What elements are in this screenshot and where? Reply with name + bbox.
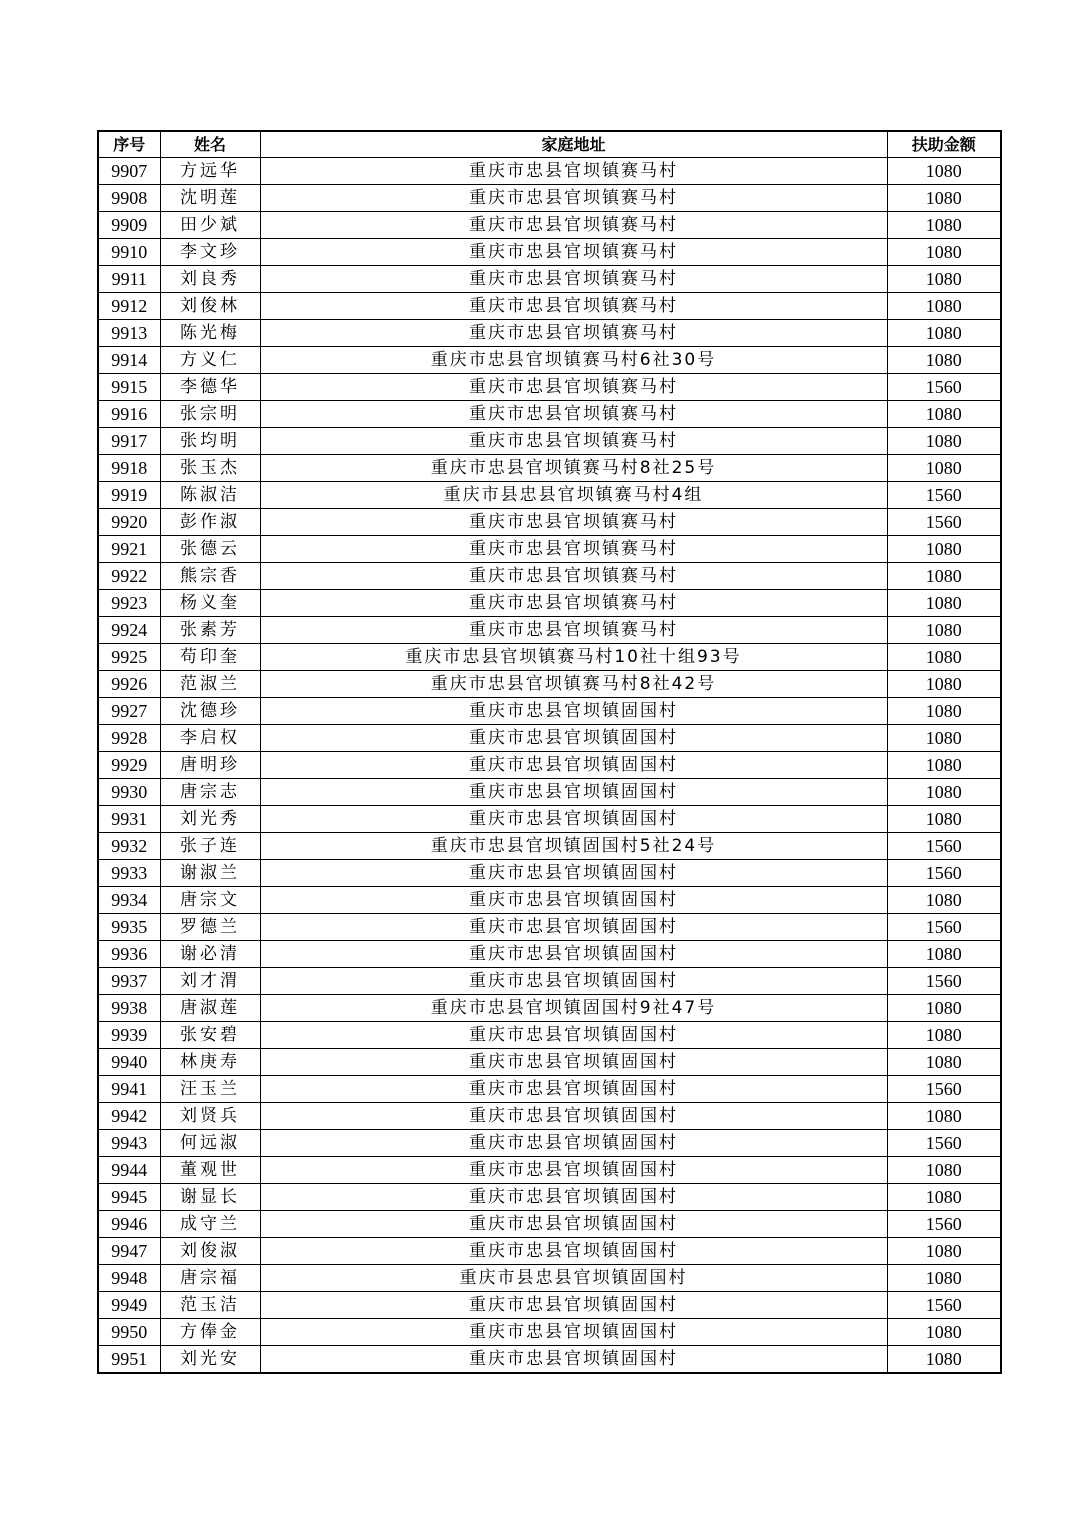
row-amount-cell: 1080	[887, 1319, 1001, 1346]
table-row	[98, 1076, 1001, 1103]
table-row	[98, 1049, 1001, 1076]
row-number-cell: 9925	[98, 644, 160, 671]
row-number-cell: 9915	[98, 374, 160, 401]
row-name-cell: 方远华	[160, 158, 260, 185]
table-row	[98, 1157, 1001, 1184]
row-address-cell: 重庆市忠县官坝镇固国村	[260, 941, 887, 968]
table-header-row	[98, 131, 1001, 158]
row-amount-cell: 1080	[887, 590, 1001, 617]
table-row	[98, 293, 1001, 320]
row-amount-cell: 1080	[887, 266, 1001, 293]
row-address-cell: 重庆市忠县官坝镇固国村9社47号	[260, 995, 887, 1022]
row-number-cell: 9910	[98, 239, 160, 266]
row-address-cell: 重庆市忠县官坝镇固国村	[260, 1292, 887, 1319]
row-number-cell: 9920	[98, 509, 160, 536]
row-name-cell: 方俸金	[160, 1319, 260, 1346]
row-amount-cell: 1560	[887, 1292, 1001, 1319]
row-name-cell: 何远淑	[160, 1130, 260, 1157]
row-number-cell: 9912	[98, 293, 160, 320]
row-name-cell: 熊宗香	[160, 563, 260, 590]
row-address-cell: 重庆市忠县官坝镇赛马村10社十组93号	[260, 644, 887, 671]
row-address-cell: 重庆市忠县官坝镇固国村	[260, 698, 887, 725]
row-address-cell: 重庆市忠县官坝镇赛马村	[260, 158, 887, 185]
table-row	[98, 1346, 1001, 1374]
row-address-cell: 重庆市忠县官坝镇固国村	[260, 968, 887, 995]
row-number-cell: 9921	[98, 536, 160, 563]
table-row	[98, 941, 1001, 968]
row-number-cell: 9927	[98, 698, 160, 725]
table-row	[98, 212, 1001, 239]
row-name-cell: 张素芳	[160, 617, 260, 644]
row-amount-cell: 1080	[887, 941, 1001, 968]
row-address-cell: 重庆市忠县官坝镇固国村	[260, 914, 887, 941]
row-address-cell: 重庆市忠县官坝镇固国村	[260, 806, 887, 833]
row-number-cell: 9950	[98, 1319, 160, 1346]
row-number-cell: 9923	[98, 590, 160, 617]
row-name-cell: 唐淑莲	[160, 995, 260, 1022]
table-row	[98, 428, 1001, 455]
row-amount-cell: 1080	[887, 1022, 1001, 1049]
row-address-cell: 重庆市忠县官坝镇固国村	[260, 1319, 887, 1346]
row-number-cell: 9929	[98, 752, 160, 779]
table-row	[98, 1022, 1001, 1049]
row-amount-cell: 1080	[887, 428, 1001, 455]
row-address-cell: 重庆市忠县官坝镇固国村	[260, 725, 887, 752]
row-amount-cell: 1080	[887, 617, 1001, 644]
row-amount-cell: 1080	[887, 995, 1001, 1022]
row-address-cell: 重庆市忠县官坝镇赛马村	[260, 509, 887, 536]
row-number-cell: 9945	[98, 1184, 160, 1211]
row-name-cell: 谢淑兰	[160, 860, 260, 887]
row-number-cell: 9922	[98, 563, 160, 590]
row-address-cell: 重庆市忠县官坝镇固国村	[260, 1049, 887, 1076]
row-amount-cell: 1080	[887, 752, 1001, 779]
row-address-cell: 重庆市忠县官坝镇赛马村	[260, 239, 887, 266]
table-row	[98, 1103, 1001, 1130]
row-name-cell: 范淑兰	[160, 671, 260, 698]
row-name-cell: 刘贤兵	[160, 1103, 260, 1130]
row-name-cell: 田少斌	[160, 212, 260, 239]
row-number-cell: 9943	[98, 1130, 160, 1157]
row-amount-cell: 1080	[887, 239, 1001, 266]
table-row	[98, 320, 1001, 347]
table-row	[98, 401, 1001, 428]
row-name-cell: 谢必清	[160, 941, 260, 968]
header-amount: 扶助金额	[887, 131, 1001, 158]
header-address: 家庭地址	[260, 131, 887, 158]
row-number-cell: 9941	[98, 1076, 160, 1103]
row-name-cell: 刘良秀	[160, 266, 260, 293]
table-row	[98, 482, 1001, 509]
row-number-cell: 9939	[98, 1022, 160, 1049]
row-amount-cell: 1080	[887, 455, 1001, 482]
table-row	[98, 671, 1001, 698]
row-address-cell: 重庆市县忠县官坝镇固国村	[260, 1265, 887, 1292]
table-row	[98, 644, 1001, 671]
table-row	[98, 158, 1001, 185]
row-name-cell: 罗德兰	[160, 914, 260, 941]
row-amount-cell: 1080	[887, 563, 1001, 590]
row-name-cell: 刘才渭	[160, 968, 260, 995]
row-address-cell: 重庆市忠县官坝镇固国村	[260, 1346, 887, 1374]
row-amount-cell: 1080	[887, 779, 1001, 806]
row-number-cell: 9934	[98, 887, 160, 914]
table-row	[98, 1265, 1001, 1292]
row-address-cell: 重庆市忠县官坝镇固国村	[260, 1022, 887, 1049]
row-address-cell: 重庆市忠县官坝镇赛马村	[260, 617, 887, 644]
table-row	[98, 1319, 1001, 1346]
row-amount-cell: 1080	[887, 644, 1001, 671]
table-row	[98, 779, 1001, 806]
table-row	[98, 752, 1001, 779]
row-address-cell: 重庆市忠县官坝镇赛马村	[260, 185, 887, 212]
row-number-cell: 9919	[98, 482, 160, 509]
row-name-cell: 张子连	[160, 833, 260, 860]
row-name-cell: 李德华	[160, 374, 260, 401]
row-number-cell: 9917	[98, 428, 160, 455]
row-name-cell: 陈淑洁	[160, 482, 260, 509]
row-number-cell: 9949	[98, 1292, 160, 1319]
row-address-cell: 重庆市忠县官坝镇赛马村	[260, 266, 887, 293]
table-row	[98, 536, 1001, 563]
row-name-cell: 沈明莲	[160, 185, 260, 212]
row-amount-cell: 1560	[887, 482, 1001, 509]
row-number-cell: 9932	[98, 833, 160, 860]
table-row	[98, 239, 1001, 266]
row-number-cell: 9907	[98, 158, 160, 185]
row-number-cell: 9942	[98, 1103, 160, 1130]
row-address-cell: 重庆市忠县官坝镇赛马村	[260, 374, 887, 401]
row-name-cell: 刘俊淑	[160, 1238, 260, 1265]
row-name-cell: 张玉杰	[160, 455, 260, 482]
row-name-cell: 刘俊林	[160, 293, 260, 320]
row-amount-cell: 1080	[887, 1103, 1001, 1130]
table-row	[98, 617, 1001, 644]
row-amount-cell: 1560	[887, 1130, 1001, 1157]
row-amount-cell: 1560	[887, 509, 1001, 536]
row-amount-cell: 1560	[887, 1076, 1001, 1103]
row-name-cell: 董观世	[160, 1157, 260, 1184]
table-row	[98, 1238, 1001, 1265]
row-name-cell: 成守兰	[160, 1211, 260, 1238]
row-address-cell: 重庆市忠县官坝镇赛马村	[260, 428, 887, 455]
row-name-cell: 张安碧	[160, 1022, 260, 1049]
table-row	[98, 860, 1001, 887]
beneficiary-table	[97, 130, 1002, 1374]
row-number-cell: 9928	[98, 725, 160, 752]
row-address-cell: 重庆市忠县官坝镇固国村	[260, 1238, 887, 1265]
table-row	[98, 1292, 1001, 1319]
row-address-cell: 重庆市忠县官坝镇固国村	[260, 1103, 887, 1130]
row-name-cell: 杨义奎	[160, 590, 260, 617]
table-row	[98, 887, 1001, 914]
row-amount-cell: 1080	[887, 320, 1001, 347]
row-amount-cell: 1080	[887, 347, 1001, 374]
table-row	[98, 347, 1001, 374]
row-amount-cell: 1080	[887, 1157, 1001, 1184]
table-row	[98, 806, 1001, 833]
table-body	[98, 158, 1001, 1374]
row-address-cell: 重庆市忠县官坝镇固国村	[260, 1130, 887, 1157]
table-row	[98, 509, 1001, 536]
row-address-cell: 重庆市忠县官坝镇赛马村	[260, 212, 887, 239]
row-amount-cell: 1080	[887, 1184, 1001, 1211]
row-amount-cell: 1560	[887, 860, 1001, 887]
row-address-cell: 重庆市忠县官坝镇赛马村	[260, 401, 887, 428]
row-number-cell: 9947	[98, 1238, 160, 1265]
row-amount-cell: 1560	[887, 914, 1001, 941]
row-name-cell: 张均明	[160, 428, 260, 455]
row-address-cell: 重庆市忠县官坝镇赛马村	[260, 293, 887, 320]
table-row	[98, 266, 1001, 293]
row-number-cell: 9951	[98, 1346, 160, 1374]
header-name: 姓名	[160, 131, 260, 158]
row-address-cell: 重庆市忠县官坝镇固国村	[260, 1157, 887, 1184]
row-number-cell: 9937	[98, 968, 160, 995]
row-address-cell: 重庆市忠县官坝镇赛马村6社30号	[260, 347, 887, 374]
row-amount-cell: 1080	[887, 536, 1001, 563]
row-number-cell: 9909	[98, 212, 160, 239]
row-amount-cell: 1080	[887, 212, 1001, 239]
row-amount-cell: 1080	[887, 1346, 1001, 1374]
row-number-cell: 9933	[98, 860, 160, 887]
row-address-cell: 重庆市忠县官坝镇固国村	[260, 1211, 887, 1238]
header-no: 序号	[98, 131, 160, 158]
row-number-cell: 9924	[98, 617, 160, 644]
table-row	[98, 185, 1001, 212]
row-name-cell: 彭作淑	[160, 509, 260, 536]
row-number-cell: 9936	[98, 941, 160, 968]
row-amount-cell: 1560	[887, 1211, 1001, 1238]
table-row	[98, 833, 1001, 860]
row-name-cell: 范玉洁	[160, 1292, 260, 1319]
row-address-cell: 重庆市忠县官坝镇固国村	[260, 887, 887, 914]
row-number-cell: 9946	[98, 1211, 160, 1238]
row-name-cell: 唐宗福	[160, 1265, 260, 1292]
row-name-cell: 张德云	[160, 536, 260, 563]
row-address-cell: 重庆市县忠县官坝镇赛马村4组	[260, 482, 887, 509]
row-name-cell: 唐宗志	[160, 779, 260, 806]
row-number-cell: 9935	[98, 914, 160, 941]
row-amount-cell: 1080	[887, 401, 1001, 428]
row-number-cell: 9911	[98, 266, 160, 293]
row-number-cell: 9916	[98, 401, 160, 428]
row-name-cell: 谢显长	[160, 1184, 260, 1211]
row-name-cell: 陈光梅	[160, 320, 260, 347]
row-number-cell: 9931	[98, 806, 160, 833]
row-address-cell: 重庆市忠县官坝镇固国村	[260, 1184, 887, 1211]
table-row	[98, 590, 1001, 617]
row-amount-cell: 1080	[887, 1238, 1001, 1265]
table-row	[98, 455, 1001, 482]
table-row	[98, 995, 1001, 1022]
row-amount-cell: 1080	[887, 806, 1001, 833]
row-name-cell: 唐明珍	[160, 752, 260, 779]
row-number-cell: 9930	[98, 779, 160, 806]
row-amount-cell: 1560	[887, 833, 1001, 860]
row-name-cell: 刘光安	[160, 1346, 260, 1374]
row-amount-cell: 1080	[887, 1049, 1001, 1076]
row-address-cell: 重庆市忠县官坝镇赛马村	[260, 563, 887, 590]
row-amount-cell: 1080	[887, 158, 1001, 185]
row-address-cell: 重庆市忠县官坝镇赛马村8社42号	[260, 671, 887, 698]
row-name-cell: 方义仁	[160, 347, 260, 374]
row-amount-cell: 1080	[887, 725, 1001, 752]
table-row	[98, 1211, 1001, 1238]
row-address-cell: 重庆市忠县官坝镇固国村	[260, 860, 887, 887]
row-address-cell: 重庆市忠县官坝镇赛马村	[260, 536, 887, 563]
table-row	[98, 914, 1001, 941]
row-name-cell: 李启权	[160, 725, 260, 752]
row-amount-cell: 1080	[887, 1265, 1001, 1292]
row-address-cell: 重庆市忠县官坝镇固国村	[260, 752, 887, 779]
table-row	[98, 563, 1001, 590]
table-row	[98, 1184, 1001, 1211]
row-number-cell: 9944	[98, 1157, 160, 1184]
row-number-cell: 9938	[98, 995, 160, 1022]
row-name-cell: 唐宗文	[160, 887, 260, 914]
row-amount-cell: 1080	[887, 671, 1001, 698]
row-number-cell: 9948	[98, 1265, 160, 1292]
row-amount-cell: 1080	[887, 887, 1001, 914]
row-name-cell: 沈德珍	[160, 698, 260, 725]
row-amount-cell: 1080	[887, 293, 1001, 320]
row-name-cell: 张宗明	[160, 401, 260, 428]
row-amount-cell: 1560	[887, 968, 1001, 995]
row-number-cell: 9918	[98, 455, 160, 482]
row-name-cell: 苟印奎	[160, 644, 260, 671]
row-address-cell: 重庆市忠县官坝镇固国村	[260, 1076, 887, 1103]
row-number-cell: 9908	[98, 185, 160, 212]
row-number-cell: 9940	[98, 1049, 160, 1076]
table-row	[98, 968, 1001, 995]
row-address-cell: 重庆市忠县官坝镇固国村5社24号	[260, 833, 887, 860]
row-number-cell: 9914	[98, 347, 160, 374]
row-name-cell: 林庚寿	[160, 1049, 260, 1076]
row-amount-cell: 1080	[887, 698, 1001, 725]
table-row	[98, 725, 1001, 752]
row-number-cell: 9926	[98, 671, 160, 698]
table-row	[98, 374, 1001, 401]
row-address-cell: 重庆市忠县官坝镇赛马村8社25号	[260, 455, 887, 482]
row-name-cell: 汪玉兰	[160, 1076, 260, 1103]
row-address-cell: 重庆市忠县官坝镇固国村	[260, 779, 887, 806]
row-name-cell: 刘光秀	[160, 806, 260, 833]
row-address-cell: 重庆市忠县官坝镇赛马村	[260, 320, 887, 347]
row-number-cell: 9913	[98, 320, 160, 347]
document-page	[97, 130, 1000, 1374]
row-amount-cell: 1560	[887, 374, 1001, 401]
table-row	[98, 698, 1001, 725]
row-address-cell: 重庆市忠县官坝镇赛马村	[260, 590, 887, 617]
row-name-cell: 李文珍	[160, 239, 260, 266]
table-row	[98, 1130, 1001, 1157]
row-amount-cell: 1080	[887, 185, 1001, 212]
